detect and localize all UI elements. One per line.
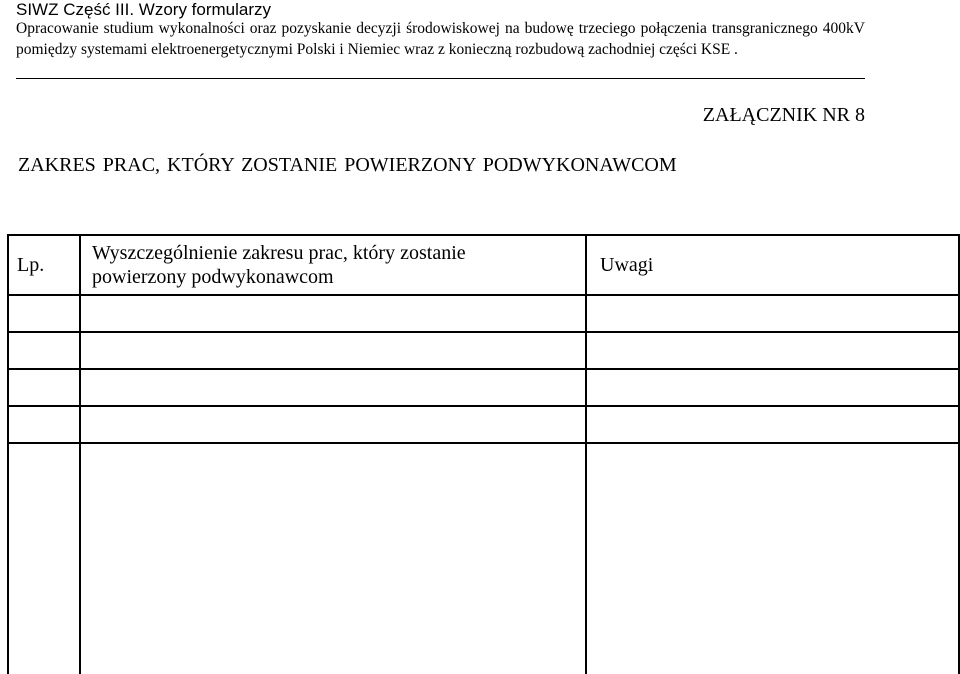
- table-header-row: [8, 235, 959, 295]
- lp-cell[interactable]: [8, 369, 80, 406]
- description-cell[interactable]: [80, 332, 586, 369]
- lp-cell[interactable]: [8, 406, 80, 443]
- column-header-description: Wyszczególnienie zakresu prac, który zostanie powierzony podwykonawcom: [80, 235, 586, 295]
- lp-cell[interactable]: [8, 443, 80, 674]
- description-cell[interactable]: [80, 295, 586, 332]
- notes-cell[interactable]: [586, 332, 959, 369]
- description-cell[interactable]: [80, 406, 586, 443]
- header-divider: [16, 78, 865, 79]
- lp-cell[interactable]: [8, 332, 80, 369]
- table-row: [8, 406, 959, 443]
- description-cell[interactable]: [80, 443, 586, 674]
- scope-title: ZAKRES PRAC, KTÓRY ZOSTANIE POWIERZONY PODWYKONAWCOM: [18, 154, 677, 176]
- table-row: [8, 295, 959, 332]
- notes-cell[interactable]: [586, 443, 959, 674]
- table-row: [8, 443, 959, 674]
- column-header-lp: Lp.: [8, 235, 80, 295]
- annex-number: ZAŁĄCZNIK NR 8: [702, 104, 865, 126]
- notes-cell[interactable]: [586, 406, 959, 443]
- table-row: [8, 369, 959, 406]
- subcontracting-scope-table: [7, 234, 960, 674]
- table-row: [8, 332, 959, 369]
- description-cell[interactable]: [80, 369, 586, 406]
- document-header-description: Opracowanie studium wykonalności oraz pozyskanie decyzji środowiskowej na budowę trzeciego połączenia transgranicznego 400kV pomiędzy systemami elektroenergetycznymi Polski i Niemiec wraz z konieczną rozbudową zachodniej części KSE .: [16, 20, 865, 58]
- document-header-title: SIWZ Część III. Wzory formularzy: [16, 0, 272, 19]
- lp-cell[interactable]: [8, 295, 80, 332]
- column-header-notes: Uwagi: [586, 235, 959, 295]
- notes-cell[interactable]: [586, 369, 959, 406]
- notes-cell[interactable]: [586, 295, 959, 332]
